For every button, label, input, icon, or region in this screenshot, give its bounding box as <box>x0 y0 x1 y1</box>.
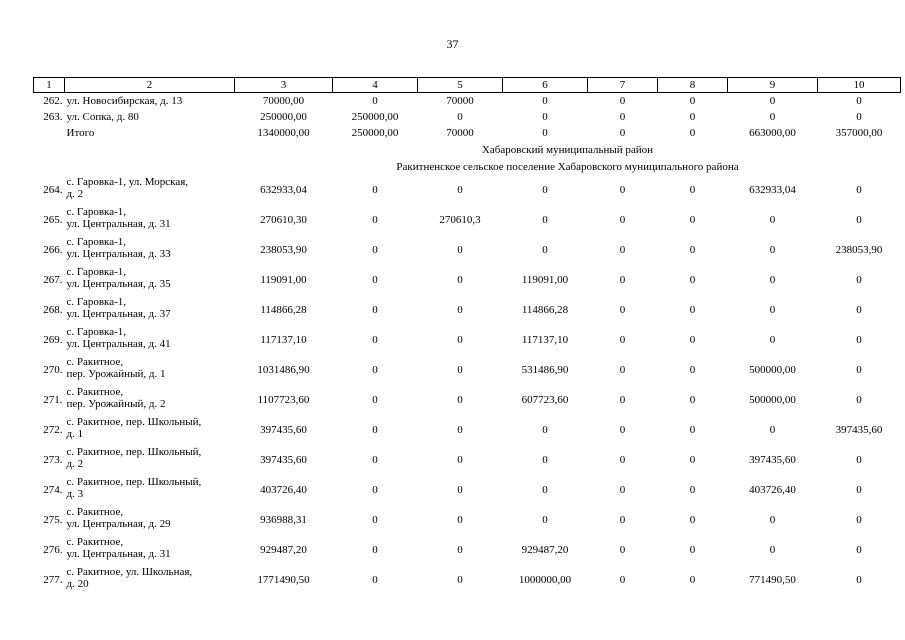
address-line: с. Ракитное, ул. Школьная, <box>66 566 193 578</box>
value-cell: 0 <box>619 394 626 406</box>
value-cell: 0 <box>457 274 463 286</box>
address-cell <box>65 205 235 235</box>
value-cell: 936988,31 <box>260 514 307 526</box>
value-cell: 0 <box>372 574 378 586</box>
row-number: 270. <box>43 364 63 376</box>
value-cell: 0 <box>619 127 626 139</box>
value-cell: 929487,20 <box>521 544 569 556</box>
row-number: 266. <box>43 244 63 256</box>
table-row <box>34 325 901 355</box>
value-cell: 0 <box>856 111 862 123</box>
value-cell: 0 <box>769 544 776 556</box>
value-cell: 0 <box>372 244 378 256</box>
row-number: 265. <box>43 214 63 226</box>
table-row <box>34 295 901 325</box>
value-cell: 0 <box>769 424 776 436</box>
table-header-row <box>34 78 901 93</box>
value-cell: 0 <box>372 394 378 406</box>
value-cell: 117137,10 <box>260 334 307 346</box>
value-cell: 70000 <box>446 127 474 139</box>
value-cell: 0 <box>372 454 378 466</box>
address-line: с. Ракитное, <box>66 356 124 368</box>
value-cell: 0 <box>542 514 548 526</box>
value-cell: 0 <box>619 424 626 436</box>
table-row <box>34 355 901 385</box>
address-line: с. Ракитное, пер. Школьный, <box>66 416 202 428</box>
value-cell: 0 <box>542 244 548 256</box>
address-line: Итого <box>66 127 95 139</box>
value-cell: 0 <box>457 244 463 256</box>
value-cell: 0 <box>689 514 696 526</box>
value-cell: 1771490,50 <box>257 574 310 586</box>
address-line: д. 2 <box>66 188 84 200</box>
value-cell: 0 <box>619 364 626 376</box>
address-line: ул. Сопка, д. 80 <box>66 111 139 123</box>
value-cell: 0 <box>542 484 548 496</box>
value-cell: 0 <box>457 574 463 586</box>
value-cell: 1340000,00 <box>257 127 310 139</box>
row-number: 271. <box>43 394 63 406</box>
address-line: ул. Центральная, д. 35 <box>66 278 171 290</box>
value-cell: 0 <box>372 514 378 526</box>
address-cell <box>65 355 235 385</box>
address-cell <box>65 445 235 475</box>
value-cell: 70000 <box>446 95 474 107</box>
column-header: 10 <box>818 78 901 93</box>
column-header: 2 <box>65 78 235 93</box>
column-header: 3 <box>235 78 333 93</box>
table-row <box>34 385 901 415</box>
address-cell <box>65 109 235 125</box>
value-cell: 0 <box>856 514 862 526</box>
value-cell: 0 <box>689 184 696 196</box>
address-line: ул. Центральная, д. 33 <box>66 248 171 260</box>
table-row <box>34 445 901 475</box>
value-cell: 500000,00 <box>749 364 796 376</box>
value-cell: 114866,28 <box>260 304 307 316</box>
address-cell <box>65 93 235 110</box>
address-line: ул. Центральная, д. 41 <box>66 338 171 350</box>
address-line: с. Гаровка-1, <box>66 236 127 248</box>
value-cell: 0 <box>619 544 626 556</box>
column-header: 8 <box>658 78 728 93</box>
table-row <box>34 505 901 535</box>
value-cell: 0 <box>689 424 696 436</box>
value-cell: 0 <box>372 95 378 107</box>
address-line: д. 1 <box>66 428 84 440</box>
section-spacer <box>34 141 65 158</box>
address-line: с. Гаровка-1, <box>66 266 127 278</box>
value-cell: 0 <box>372 544 378 556</box>
section-spacer <box>65 158 235 175</box>
address-line: ул. Центральная, д. 37 <box>66 308 171 320</box>
value-cell: 1107723,60 <box>257 394 310 406</box>
value-cell: 0 <box>457 544 463 556</box>
value-cell: 0 <box>457 424 463 436</box>
row-number: 267. <box>43 274 63 286</box>
address-cell <box>65 505 235 535</box>
value-cell: 0 <box>769 111 776 123</box>
value-cell: 0 <box>856 304 862 316</box>
value-cell: 0 <box>457 454 463 466</box>
section-spacer <box>65 141 235 158</box>
value-cell: 0 <box>457 394 463 406</box>
value-cell: 117137,10 <box>521 334 569 346</box>
row-number: 272. <box>43 424 63 436</box>
value-cell: 0 <box>689 364 696 376</box>
value-cell: 0 <box>769 514 776 526</box>
value-cell: 0 <box>457 184 463 196</box>
value-cell: 0 <box>689 454 696 466</box>
address-cell <box>65 235 235 265</box>
value-cell: 771490,50 <box>749 574 796 586</box>
row-number: 269. <box>43 334 63 346</box>
value-cell: 0 <box>619 244 626 256</box>
value-cell: 663000,00 <box>749 127 796 139</box>
address-line: д. 3 <box>66 488 84 500</box>
value-cell: 0 <box>619 484 626 496</box>
value-cell: 0 <box>856 364 862 376</box>
address-line: ул. Центральная, д. 31 <box>66 218 171 230</box>
table-row <box>34 175 901 205</box>
value-cell: 0 <box>689 127 696 139</box>
value-cell: 929487,20 <box>260 544 307 556</box>
value-cell: 500000,00 <box>749 394 796 406</box>
table-row <box>34 265 901 295</box>
value-cell: 0 <box>542 127 548 139</box>
row-number: 277. <box>43 574 63 586</box>
table-row <box>34 93 901 110</box>
value-cell: 632933,04 <box>260 184 307 196</box>
district-title: Хабаровский муниципальный район <box>481 143 654 156</box>
address-line: с. Ракитное, <box>66 386 124 398</box>
address-line: с. Ракитное, <box>66 536 124 548</box>
value-cell: 1031486,90 <box>257 364 310 376</box>
value-cell: 0 <box>372 364 378 376</box>
value-cell: 0 <box>689 394 696 406</box>
value-cell: 0 <box>542 454 548 466</box>
value-cell: 531486,90 <box>521 364 569 376</box>
section-row <box>34 141 901 158</box>
address-line: ул. Центральная, д. 31 <box>66 548 171 560</box>
address-cell <box>65 325 235 355</box>
value-cell: 0 <box>689 334 696 346</box>
value-cell: 0 <box>856 95 862 107</box>
value-cell: 357000,00 <box>835 127 883 139</box>
value-cell: 114866,28 <box>521 304 569 316</box>
table-row <box>34 565 901 595</box>
value-cell: 0 <box>372 424 378 436</box>
value-cell: 0 <box>372 484 378 496</box>
value-cell: 0 <box>769 95 776 107</box>
row-number: 262. <box>43 95 63 107</box>
value-cell: 0 <box>856 574 862 586</box>
value-cell: 0 <box>619 514 626 526</box>
column-header: 1 <box>34 78 65 93</box>
value-cell: 0 <box>542 95 548 107</box>
value-cell: 0 <box>856 544 862 556</box>
value-cell: 119091,00 <box>521 274 569 286</box>
value-cell: 0 <box>856 184 862 196</box>
value-cell: 397435,60 <box>749 454 796 466</box>
row-number <box>34 125 65 141</box>
address-cell <box>65 535 235 565</box>
address-cell <box>65 265 235 295</box>
value-cell: 0 <box>542 111 548 123</box>
value-cell: 0 <box>769 244 776 256</box>
value-cell: 0 <box>619 274 626 286</box>
row-number: 276. <box>43 544 63 556</box>
value-cell: 0 <box>542 214 548 226</box>
value-cell: 0 <box>372 214 378 226</box>
value-cell: 0 <box>372 304 378 316</box>
value-cell: 0 <box>619 334 626 346</box>
value-cell: 270610,30 <box>260 214 307 226</box>
address-cell <box>65 125 235 141</box>
table-row <box>34 535 901 565</box>
value-cell: 0 <box>769 304 776 316</box>
value-cell: 0 <box>856 334 862 346</box>
address-cell <box>65 475 235 505</box>
value-cell: 0 <box>619 304 626 316</box>
value-cell: 403726,40 <box>749 484 796 496</box>
value-cell: 250000,00 <box>351 127 399 139</box>
value-cell: 0 <box>457 304 463 316</box>
value-cell: 0 <box>619 454 626 466</box>
address-line: д. 2 <box>66 458 84 470</box>
column-header: 7 <box>588 78 658 93</box>
value-cell: 0 <box>457 364 463 376</box>
section-row <box>34 158 901 175</box>
value-cell: 0 <box>689 111 696 123</box>
column-header: 4 <box>333 78 418 93</box>
row-number: 263. <box>43 111 63 123</box>
value-cell: 0 <box>372 274 378 286</box>
value-cell: 0 <box>689 244 696 256</box>
column-header: 9 <box>728 78 818 93</box>
value-cell: 270610,3 <box>439 214 481 226</box>
value-cell: 0 <box>619 111 626 123</box>
value-cell: 0 <box>689 484 696 496</box>
address-cell <box>65 565 235 595</box>
address-line: с. Гаровка-1, <box>66 326 127 338</box>
value-cell: 250000,00 <box>351 111 399 123</box>
value-cell: 397435,60 <box>260 424 307 436</box>
value-cell: 0 <box>619 184 626 196</box>
value-cell: 0 <box>619 574 626 586</box>
value-cell: 0 <box>542 184 548 196</box>
address-line: д. 20 <box>66 578 89 590</box>
budget-table <box>33 77 901 595</box>
value-cell: 0 <box>619 95 626 107</box>
value-cell: 0 <box>856 394 862 406</box>
address-cell <box>65 295 235 325</box>
value-cell: 238053,90 <box>835 244 883 256</box>
value-cell: 0 <box>372 334 378 346</box>
address-cell <box>65 175 235 205</box>
value-cell: 0 <box>372 184 378 196</box>
table-row <box>34 109 901 125</box>
value-cell: 607723,60 <box>521 394 569 406</box>
table-row <box>34 125 901 141</box>
section-spacer <box>34 158 65 175</box>
table-row <box>34 415 901 445</box>
address-line: с. Гаровка-1, <box>66 206 127 218</box>
value-cell: 0 <box>689 574 696 586</box>
row-number: 275. <box>43 514 63 526</box>
value-cell: 0 <box>457 484 463 496</box>
address-line: пер. Урожайный, д. 2 <box>66 398 166 410</box>
address-line: с. Ракитное, пер. Школьный, <box>66 446 202 458</box>
value-cell: 0 <box>689 544 696 556</box>
value-cell: 0 <box>689 304 696 316</box>
value-cell: 397435,60 <box>835 424 883 436</box>
value-cell: 0 <box>856 454 862 466</box>
value-cell: 0 <box>856 484 862 496</box>
value-cell: 403726,40 <box>260 484 307 496</box>
value-cell: 238053,90 <box>260 244 307 256</box>
value-cell: 397435,60 <box>260 454 307 466</box>
value-cell: 0 <box>457 111 463 123</box>
value-cell: 0 <box>769 274 776 286</box>
value-cell: 0 <box>457 334 463 346</box>
value-cell: 0 <box>542 424 548 436</box>
address-line: с. Ракитное, пер. Школьный, <box>66 476 202 488</box>
address-line: с. Гаровка-1, ул. Морская, <box>66 176 189 188</box>
value-cell: 0 <box>689 274 696 286</box>
settlement-title: Ракитненское сельское поселение Хабаровского муниципального района <box>396 160 739 173</box>
table-row <box>34 235 901 265</box>
column-header: 5 <box>418 78 503 93</box>
value-cell: 0 <box>619 214 626 226</box>
value-cell: 0 <box>689 214 696 226</box>
address-line: с. Ракитное, <box>66 506 124 518</box>
value-cell: 0 <box>769 214 776 226</box>
value-cell: 0 <box>856 214 862 226</box>
row-number: 273. <box>43 454 63 466</box>
address-cell <box>65 415 235 445</box>
address-line: пер. Урожайный, д. 1 <box>66 368 166 380</box>
address-line: ул. Центральная, д. 29 <box>66 518 171 530</box>
table-row <box>34 475 901 505</box>
column-header: 6 <box>503 78 588 93</box>
row-number: 264. <box>43 184 63 196</box>
address-line: ул. Новосибирская, д. 13 <box>66 95 183 107</box>
page-number: 37 <box>446 37 459 51</box>
value-cell: 119091,00 <box>260 274 307 286</box>
value-cell: 632933,04 <box>749 184 796 196</box>
row-number: 274. <box>43 484 63 496</box>
value-cell: 0 <box>856 274 862 286</box>
address-line: с. Гаровка-1, <box>66 296 127 308</box>
value-cell: 250000,00 <box>260 111 307 123</box>
value-cell: 0 <box>689 95 696 107</box>
table-row <box>34 205 901 235</box>
value-cell: 0 <box>457 514 463 526</box>
value-cell: 1000000,00 <box>518 574 572 586</box>
address-cell <box>65 385 235 415</box>
row-number: 268. <box>43 304 63 316</box>
value-cell: 0 <box>769 334 776 346</box>
value-cell: 70000,00 <box>262 95 305 107</box>
